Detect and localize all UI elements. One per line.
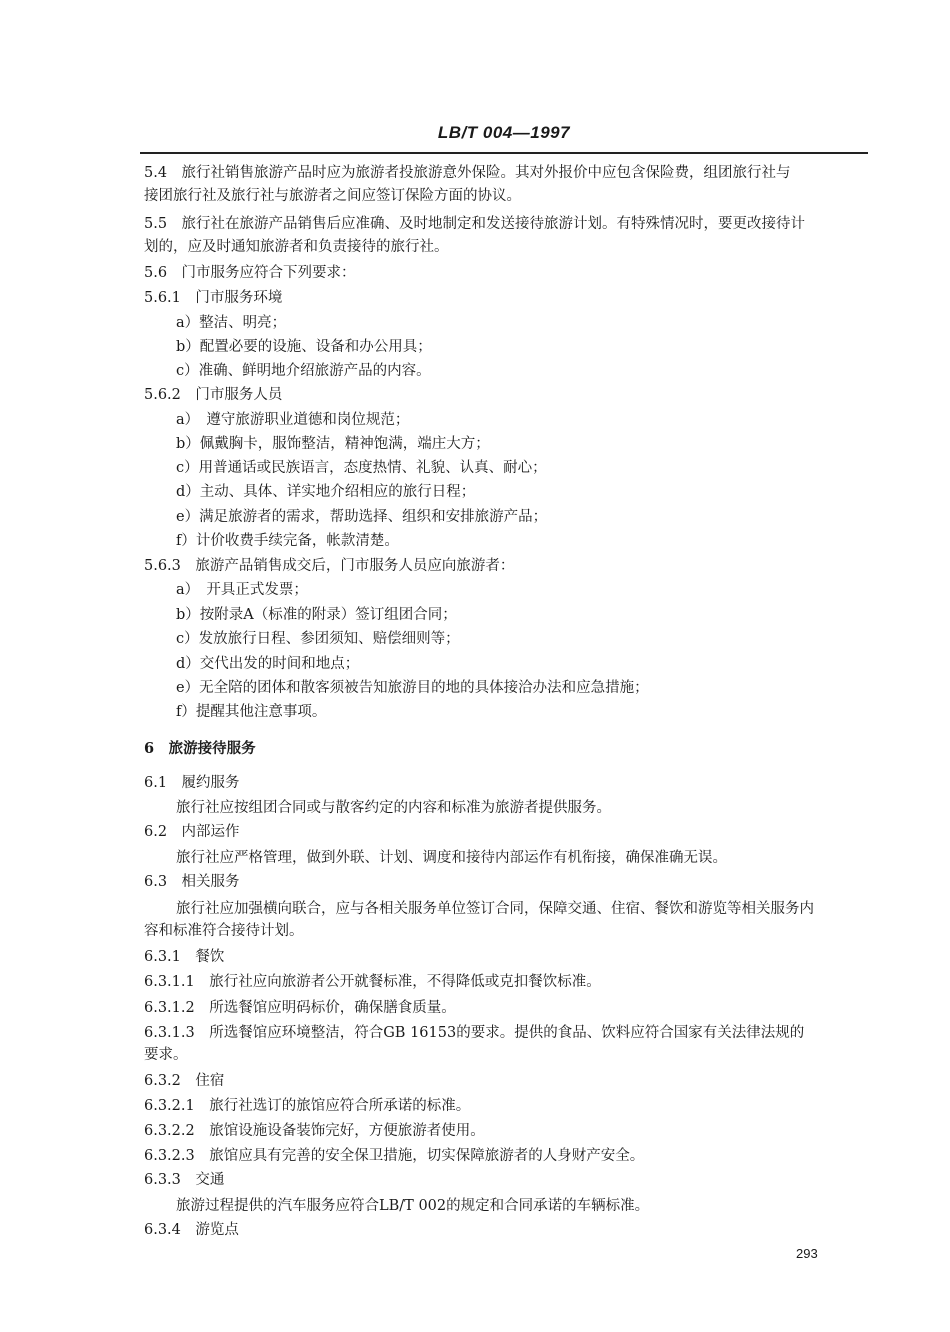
section-6-heading: 6 旅游接待服务 [144, 740, 256, 757]
list-item: c）准确、鲜明地介绍旅游产品的内容。 [176, 363, 431, 379]
list-item: d）交代出发的时间和地点； [176, 656, 360, 672]
clause-5-5-line-2: 划的，应及时通知旅游者和负责接待的旅行社。 [144, 239, 449, 255]
page-number: 293 [796, 1246, 818, 1261]
clause-5-4-line-1: 5.4 旅行社销售旅游产品时应为旅游者投旅游意外保险。其对外报价中应包含保险费，组团旅行社与 [144, 165, 791, 181]
clause-6-3-4: 6.3.4 游览点 [144, 1222, 239, 1238]
list-item: a） 遵守旅游职业道德和岗位规范； [176, 412, 410, 428]
clause-6-1: 6.1 履约服务 [144, 775, 240, 791]
clause-6-3-text-line-1: 旅行社应加强横向联合，应与各相关服务单位签订合同，保障交通、住宿、餐饮和游览等相关服务内 [176, 901, 814, 917]
clause-6-3-1-3-line-2: 要求。 [144, 1047, 188, 1063]
list-item: f）计价收费手续完备，帐款清楚。 [176, 533, 399, 549]
clause-6-3-2-2: 6.3.2.2 旅馆设施设备装饰完好，方便旅游者使用。 [144, 1123, 485, 1139]
list-item: a） 开具正式发票； [176, 582, 308, 598]
clause-6-3-text-line-2: 容和标准符合接待计划。 [144, 923, 304, 939]
clause-5-5-line-1: 5.5 旅行社在旅游产品销售后应准确、及时地制定和发送接待旅游计划。有特殊情况时，要更改接待计 [144, 216, 806, 232]
header-rule [140, 152, 868, 154]
running-header [140, 122, 868, 154]
clause-6-2: 6.2 内部运作 [144, 824, 240, 840]
clause-6-3-1-3-line-1: 6.3.1.3 所选餐馆应环境整洁，符合GB 16153的要求。提供的食品、饮料应符合国家有关法律法规的 [144, 1025, 805, 1041]
clause-5-4-line-2: 接团旅行社及旅行社与旅游者之间应签订保险方面的协议。 [144, 188, 521, 204]
clause-6-3-3: 6.3.3 交通 [144, 1172, 225, 1188]
list-item: e）无全陪的团体和散客须被告知旅游目的地的具体接洽办法和应急措施； [176, 680, 649, 696]
clause-6-3-1-1: 6.3.1.1 旅行社应向旅游者公开就餐标准，不得降低或克扣餐饮标准。 [144, 974, 601, 990]
list-item: c）用普通话或民族语言，态度热情、礼貌、认真、耐心； [176, 460, 547, 476]
clause-6-3-1-2: 6.3.1.2 所选餐馆应明码标价，确保膳食质量。 [144, 1000, 456, 1016]
clause-5-6: 5.6 门市服务应符合下列要求： [144, 265, 356, 281]
clause-5-6-2: 5.6.2 门市服务人员 [144, 387, 283, 403]
clause-6-3-2-1: 6.3.2.1 旅行社选订的旅馆应符合所承诺的标准。 [144, 1098, 471, 1114]
clause-5-6-1: 5.6.1 门市服务环境 [144, 290, 283, 306]
clause-6-3-2-3: 6.3.2.3 旅馆应具有完善的安全保卫措施，切实保障旅游者的人身财产安全。 [144, 1148, 645, 1164]
list-item: b）佩戴胸卡，服饰整洁，精神饱满，端庄大方； [176, 436, 490, 452]
clause-6-2-text: 旅行社应严格管理，做到外联、计划、调度和接待内部运作有机衔接，确保准确无误。 [176, 850, 727, 866]
list-item: b）按附录A（标准的附录）签订组团合同； [176, 607, 457, 623]
standard-number: LB/T 004—1997 [437, 123, 571, 142]
list-item: e）满足旅游者的需求，帮助选择、组织和安排旅游产品； [176, 509, 548, 525]
list-item: c）发放旅行日程、参团须知、赔偿细则等； [176, 631, 460, 647]
clause-6-3: 6.3 相关服务 [144, 874, 240, 890]
list-item: f）提醒其他注意事项。 [176, 704, 327, 720]
clause-6-1-text: 旅行社应按组团合同或与散客约定的内容和标准为旅游者提供服务。 [176, 800, 611, 816]
clause-6-3-1: 6.3.1 餐饮 [144, 949, 225, 965]
clause-6-3-3-text: 旅游过程提供的汽车服务应符合LB/T 002的规定和合同承诺的车辆标准。 [176, 1198, 650, 1214]
list-item: b）配置必要的设施、设备和办公用具； [176, 339, 432, 355]
clause-5-6-3: 5.6.3 旅游产品销售成交后，门市服务人员应向旅游者： [144, 558, 515, 574]
clause-6-3-2: 6.3.2 住宿 [144, 1073, 225, 1089]
list-item: d）主动、具体、详实地介绍相应的旅行日程； [176, 484, 476, 500]
list-item: a）整洁、明亮； [176, 315, 287, 331]
